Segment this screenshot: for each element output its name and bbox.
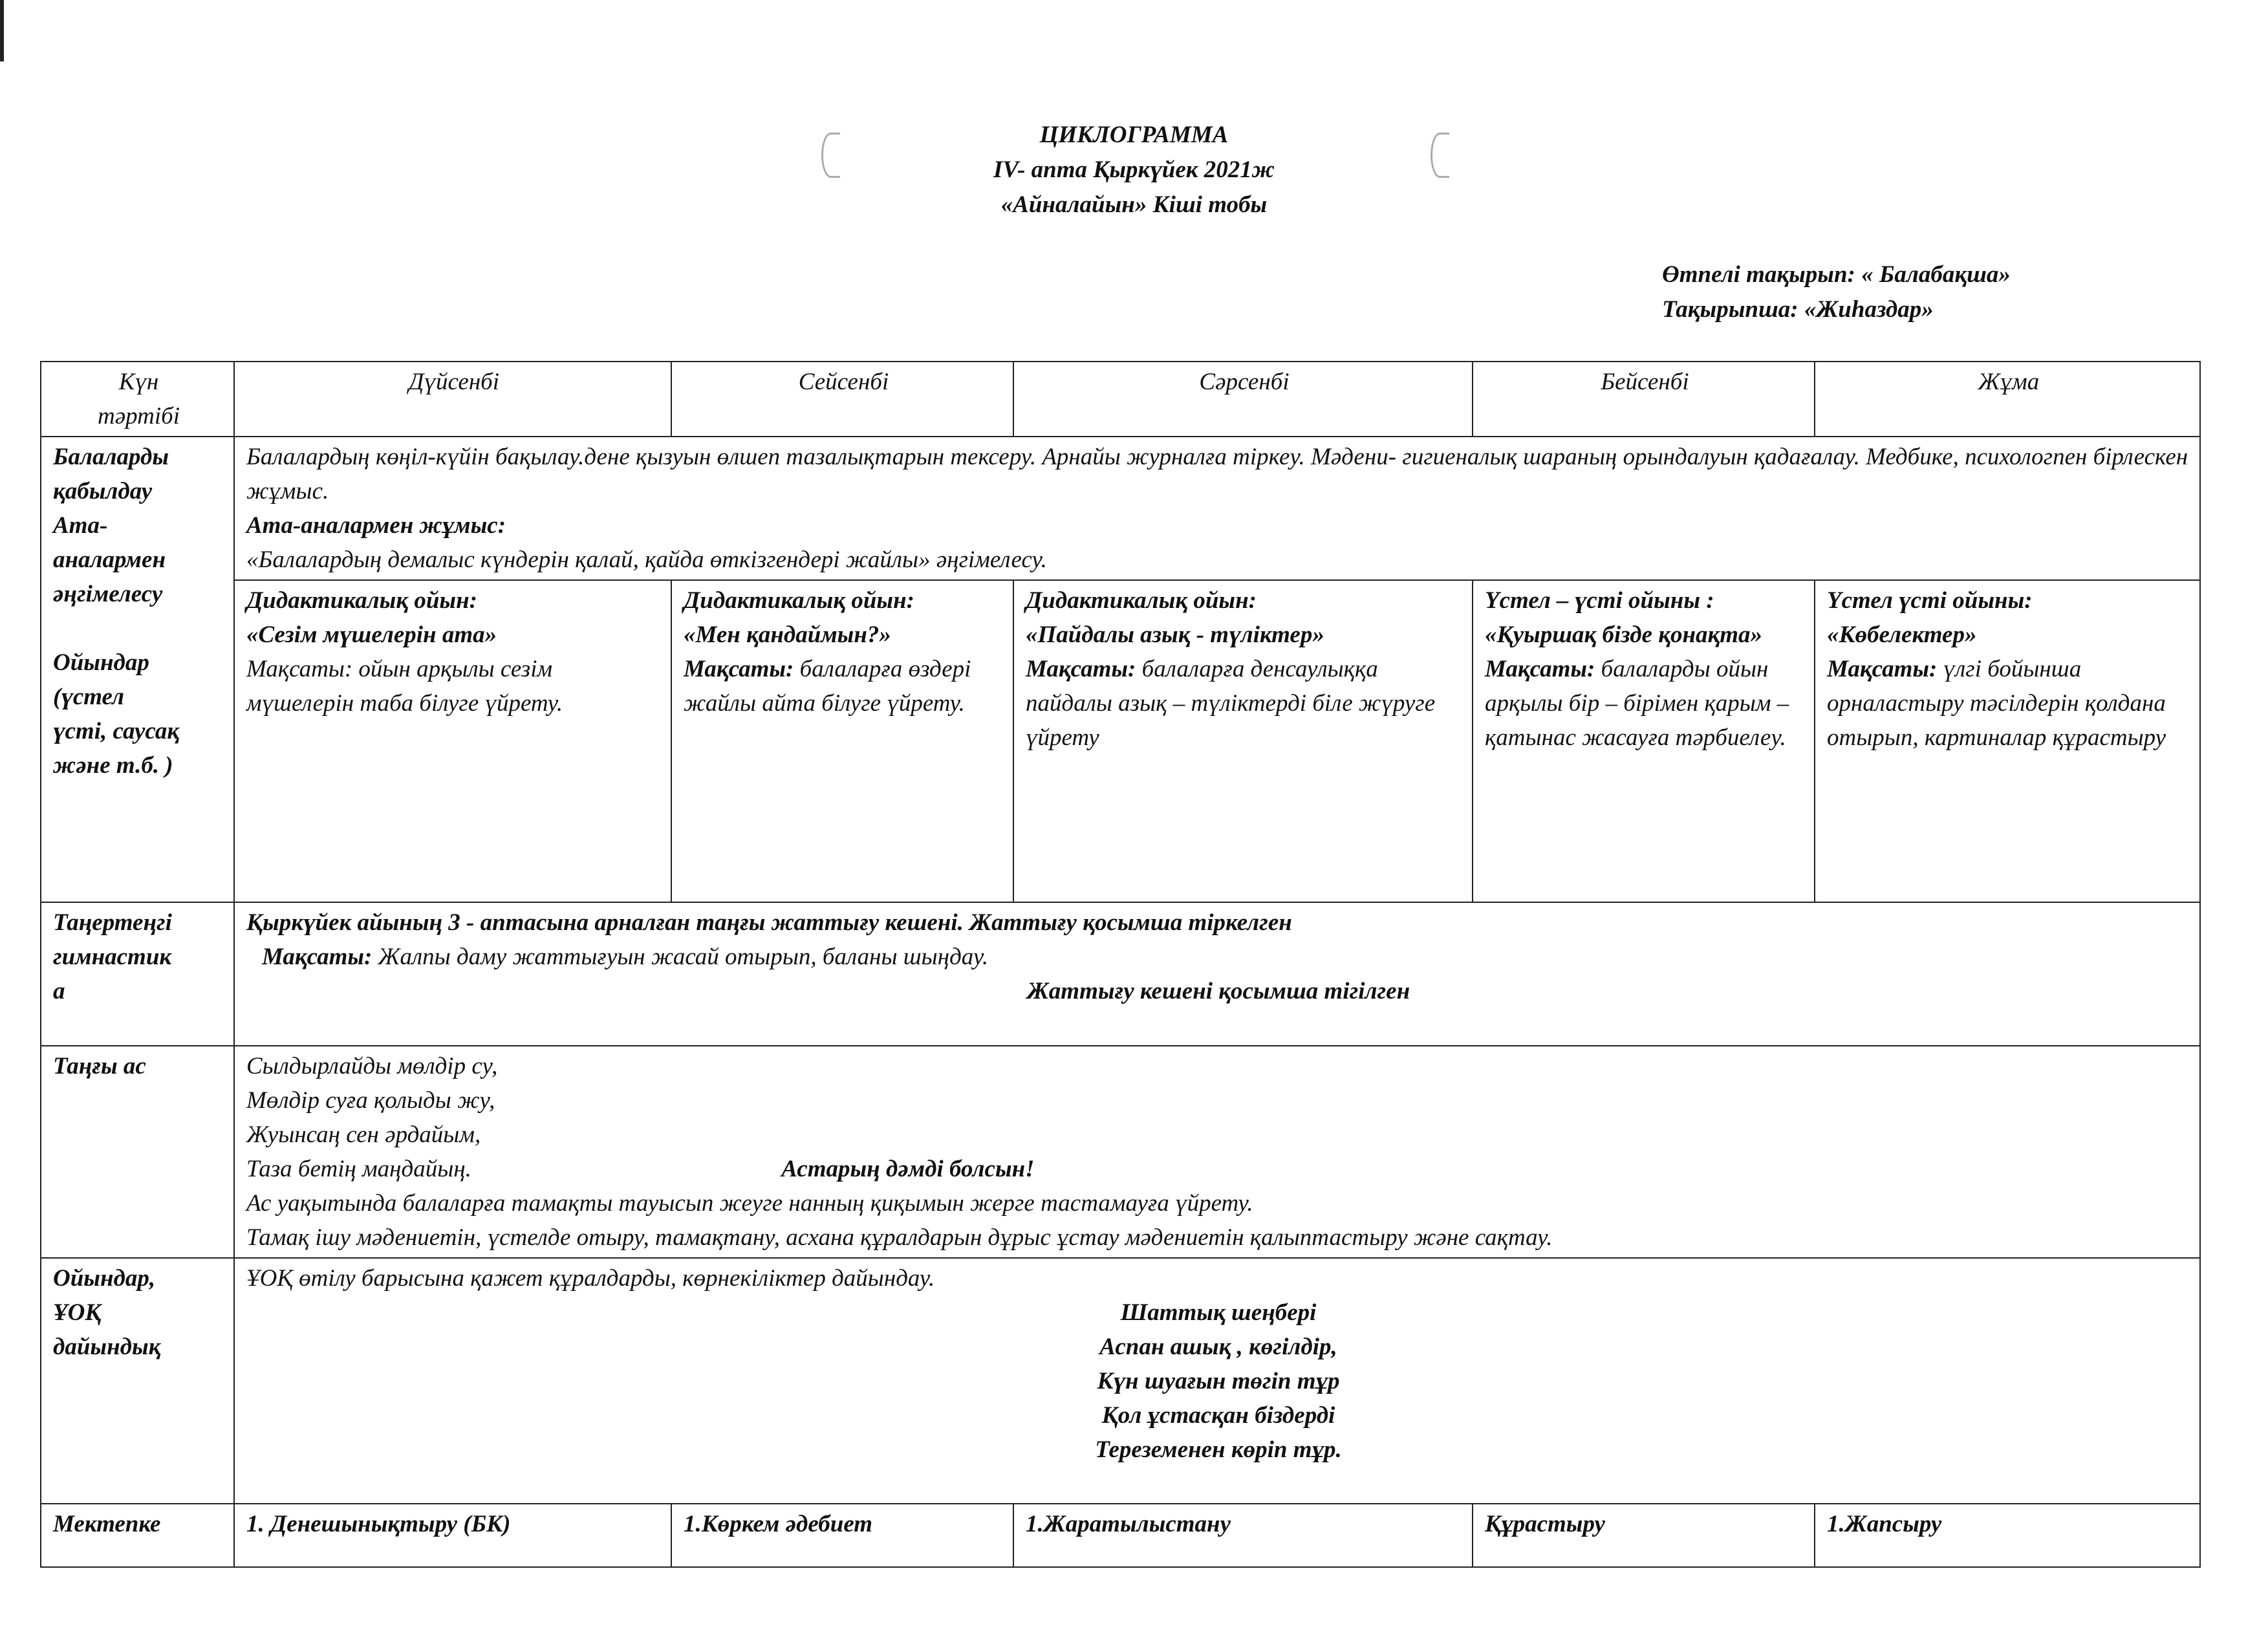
schedule-table <box>40 361 2201 1568</box>
breakfast-label: Таңғы ас <box>41 1046 234 1258</box>
reception-content <box>234 437 2200 580</box>
parents-text: «Балалардың демалыс күндерін қалай, қайда өткізгендері жайлы» әңгімелесу. <box>246 547 1047 573</box>
header-cell-tuesday: Сейсенбі <box>671 362 1013 437</box>
table-header-row <box>41 362 2200 437</box>
games-row <box>41 580 2200 902</box>
games-cell-tuesday: Дидактикалық ойын: «Мен қандаймын?» Мақсаты: балаларға өздері жайлы айта білуге үйрету. <box>671 580 1013 902</box>
header-cell-friday: Жұма <box>1815 362 2200 437</box>
breakfast-text1: Ас уақытында балаларға тамақты тауысып жеуге нанның қиқымын жерге тастамауға үйрету. <box>246 1190 1253 1217</box>
prep-poem-line2: Аспан ашық , көгілдір, <box>1099 1334 1337 1360</box>
breakfast-wish: Астарың дәмді болсын! <box>781 1156 1035 1182</box>
parents-title: Ата-аналармен жұмыс: <box>246 512 506 539</box>
doc-week: ІV- апта Қыркүйек 2021ж <box>993 157 1275 183</box>
gym-line2: Жалпы даму жаттығуын жасай отырып, баланы шыңдау. <box>378 944 989 970</box>
games-cell-monday: Дидактикалық ойын: «Сезім мүшелерін ата» Мақсаты: ойын арқылы сезім мүшелерін таба білуге үйрету. <box>234 580 671 902</box>
reception-row <box>41 437 2200 580</box>
breakfast-content <box>234 1046 2200 1258</box>
prep-poem-line4: Қол ұстасқан біздерді <box>1101 1402 1335 1429</box>
games-cell-thursday: Үстел – үсті ойыны : «Қуыршақ бізде қонақта» Мақсаты: балаларды ойын арқылы бір – бірімен қарым – қатынас жасауға тәрбиелеу. <box>1473 580 1815 902</box>
gym-content <box>234 902 2200 1046</box>
header-cell-thursday: Бейсенбі <box>1473 362 1815 437</box>
school-label: Мектепке <box>41 1504 234 1567</box>
school-cell-wednesday: 1.Жаратылыстану <box>1013 1504 1473 1567</box>
reception-games-label: Балаларды қабылдау Ата- аналармен әңгімелесу Ойындар (үстел үсті, саусақ және т.б. ) <box>41 437 234 902</box>
scan-corner-mark <box>0 0 4 61</box>
breakfast-poem-line3: Жуынсаң сен әрдайым, <box>246 1121 481 1148</box>
header-cell-wednesday: Сәрсенбі <box>1013 362 1473 437</box>
gym-row <box>41 902 2200 1046</box>
games-cell-wednesday: Дидактикалық ойын: «Пайдалы азық - түліктер» Мақсаты: балаларға денсаулыққа пайдалы азық – түліктерді біле жүруге үйрету <box>1013 580 1473 902</box>
prep-poem-line1: Шаттық шеңбері <box>1120 1299 1317 1326</box>
header-cell-monday: Дүйсенбі <box>234 362 671 437</box>
gym-goal-label: Мақсаты: <box>262 944 373 970</box>
school-cell-monday: 1. Денешынықтыру (БК) <box>234 1504 671 1567</box>
prep-row <box>41 1258 2200 1504</box>
gym-line1: Қыркүйек айының 3 - аптасына арналған таңғы жаттығу кешені. Жаттығу қосымша тіркелген <box>246 909 1292 936</box>
gym-label: Таңертеңгі гимнастик а <box>41 902 234 1046</box>
school-cell-friday: 1.Жапсыру <box>1815 1504 2200 1567</box>
school-row <box>41 1504 2200 1567</box>
reception-text: Балалардың көңіл-күйін бақылау.дене қызуын өлшеп тазалықтарын тексеру. Арнайы журналға тіркеу. Мәдени- гигиеналық шараның орындалуын қадағалау. Медбике, психологпен бірлескен жұмыс. <box>246 444 2188 504</box>
topic-sub: Тақырыпша: «Жиhаздар» <box>1662 296 1934 323</box>
school-cell-tuesday: 1.Көркем әдебиет <box>671 1504 1013 1567</box>
breakfast-poem-line4: Таза бетің маңдайың. <box>246 1156 471 1182</box>
doc-group: «Айналайын» Кіші тобы <box>1000 191 1268 218</box>
topic-main: Өтпелі тақырып: « Балабақша» <box>1662 261 2011 288</box>
prep-poem-line3: Күн шуағын төгіп тұр <box>1097 1368 1340 1394</box>
breakfast-poem-line2: Мөлдір суға қолыды жу, <box>246 1087 495 1114</box>
prep-label: Ойындар, ҰОҚ дайындық <box>41 1258 234 1504</box>
gym-line3: Жаттығу кешені қосымша тігілген <box>1026 978 1410 1004</box>
prep-text: ҰОҚ өтілу барысына қажет құралдарды, көрнекіліктер дайындау. <box>246 1265 935 1292</box>
prep-content <box>234 1258 2200 1504</box>
breakfast-poem-line1: Сылдырлайды мөлдір су, <box>246 1053 498 1079</box>
breakfast-text2: Тамақ ішу мәдениетін, үстелде отыру, тамақтану, асхана құралдарын дұрыс ұстау мәдениетін қалыптастыру және сақтау. <box>246 1224 1553 1251</box>
breakfast-row <box>41 1046 2200 1258</box>
prep-poem-line5: Тереземенен көріп тұр. <box>1095 1436 1342 1463</box>
header-cell-schedule: Күн тәртібі <box>41 362 234 437</box>
doc-title: ЦИКЛОГРАММА <box>1039 122 1229 148</box>
games-cell-friday: Үстел үсті ойыны: «Көбелектер» Мақсаты: үлгі бойынша орналастыру тәсілдерін қолдана отырып, картиналар құрастыру <box>1815 580 2200 902</box>
school-cell-thursday: Құрастыру <box>1473 1504 1815 1567</box>
